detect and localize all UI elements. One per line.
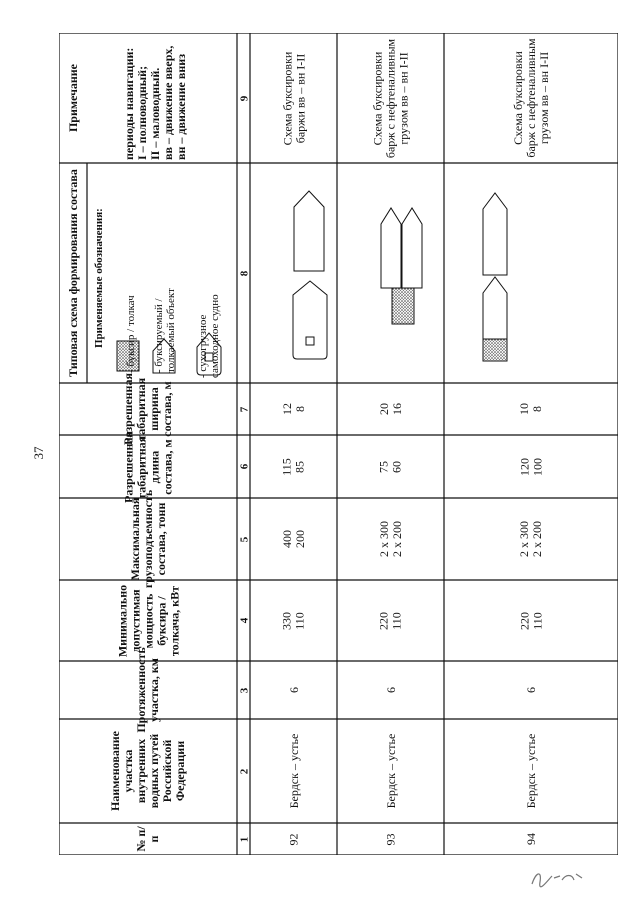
scheme-92-dry-ship-cabin [306, 337, 314, 345]
row-note-line: баржи вв – вн I-II [292, 53, 307, 143]
row-power [274, 584, 314, 657]
section-header: Наименование участка внутренних водных путей Российской Федерации [108, 731, 187, 811]
row-note-line: Схема буксировки [279, 51, 294, 145]
row-width-dim-value: 8 [292, 406, 307, 412]
column-number: 3 [237, 687, 250, 693]
row-capacity-value: 200 [292, 530, 307, 548]
legend-title: Применяемые обозначения: [93, 208, 105, 348]
scheme-94-barge-2 [483, 277, 507, 339]
note-explanation-line: I – полноводный; [134, 65, 149, 160]
row-note-line: грузом вв – вн I-II [536, 51, 551, 145]
legend-dry-text: - сухогрузное самоходное судно [197, 294, 221, 378]
capacity-header: Максимальная грузоподъемность состава, тонн [127, 489, 168, 589]
row-width-dim [371, 387, 411, 431]
column-number: 1 [237, 836, 250, 842]
note-explanation-line: вн – движение вниз [173, 53, 188, 160]
row-note [342, 36, 439, 160]
row-num: 93 [383, 833, 397, 845]
scheme-94-barge-1 [483, 193, 507, 275]
scheme-92-barge [294, 191, 324, 271]
column-number: 4 [237, 617, 250, 624]
row-capacity [511, 502, 551, 576]
row-capacity [371, 502, 411, 576]
scheme-93-barge-1 [381, 208, 401, 288]
note-explanation [80, 36, 230, 160]
row-capacity-value: 2 х 200 [389, 521, 404, 557]
length-header: Протяженность участка, км [134, 647, 161, 733]
row-length: 6 [286, 687, 300, 693]
row-note-line: Схема буксировки [370, 51, 384, 145]
column-number: 6 [237, 463, 250, 470]
row-width-dim-value: 16 [389, 403, 404, 415]
row-width-dim-value: 20 [376, 403, 391, 415]
length-dim-header: Разрешенная габаритная длина состава, м [121, 430, 174, 503]
column-number: 7 [237, 406, 250, 412]
note-explanation-line: периоды навигации: [121, 47, 136, 160]
row-capacity-value: 2 х 300 [376, 521, 391, 557]
row-len-dim-value: 120 [517, 457, 531, 476]
row-length: 6 [383, 687, 397, 693]
row-len-dim-value: 75 [376, 460, 391, 473]
column-number: 9 [237, 95, 250, 101]
column-number: 5 [237, 536, 250, 542]
note-explanation-line: вв – движение вверх, [160, 45, 175, 160]
row-width-dim [511, 387, 551, 431]
row-capacity-value: 400 [279, 530, 294, 548]
row-note [449, 36, 613, 160]
row-capacity [274, 502, 314, 576]
note-explanation-line: II – маловодный. [147, 67, 162, 160]
convoy-table [59, 33, 618, 855]
row-len-dim-value: 115 [279, 457, 294, 476]
row-capacity-value: 2 х 300 [517, 521, 531, 557]
row-num: 92 [286, 833, 300, 845]
row-len-dim-value: 85 [292, 460, 307, 473]
row-capacity-value: 2 х 200 [530, 521, 544, 557]
row-len-dim-value: 60 [389, 460, 404, 473]
row-width-dim [274, 387, 314, 431]
row-power-value: 220 [376, 611, 391, 630]
row-power-value: 110 [389, 611, 404, 630]
scheme-header: Типовая схема формирования состава [65, 169, 80, 377]
row-power-value: 330 [279, 611, 294, 630]
row-power [511, 584, 551, 657]
num-header: № п/п [134, 826, 161, 852]
row-note-line: грузом вв – вн I-II [396, 51, 410, 145]
row-section: Бердск – устье [286, 733, 300, 809]
note-header: Примечание [65, 63, 80, 133]
signature-mark [528, 862, 588, 890]
column-number: 8 [237, 270, 250, 276]
row-width-dim-value: 12 [279, 403, 294, 415]
row-len-dim [511, 439, 551, 494]
row-section: Бердск – устье [383, 733, 397, 809]
row-section: Бердск – устье [523, 733, 538, 809]
row-power-value: 110 [292, 611, 307, 630]
scheme-92-dry-ship [293, 281, 327, 359]
scheme-94-tug [483, 339, 507, 361]
row-power-value: 220 [517, 611, 531, 630]
row-len-dim-value: 100 [530, 457, 544, 476]
width-dim-header: Разрешенная габаритная ширина состава, м [121, 373, 174, 445]
scheme-93-barge-2 [402, 208, 422, 288]
row-note-line: барж с нефтеналивным [523, 38, 538, 158]
row-note-line: Схема буксировки [510, 51, 525, 145]
row-note [255, 36, 332, 160]
row-power [371, 584, 411, 657]
row-width-dim-value: 10 [517, 403, 531, 415]
power-header: Минимально допустимая мощность буксира / толкача, кВт [114, 584, 181, 657]
row-len-dim [371, 439, 411, 494]
row-len-dim [274, 439, 314, 494]
scheme-93-tug [392, 288, 414, 324]
page-number: 37 [31, 446, 46, 460]
row-num: 94 [523, 833, 538, 845]
row-power-value: 110 [530, 611, 544, 630]
legend-towed-text: - буксируемый / толкаемый объект [153, 288, 177, 373]
row-width-dim-value: 8 [530, 406, 544, 412]
legend-tug-text: - буксир / толкач [125, 295, 137, 373]
row-length: 6 [523, 687, 538, 693]
column-number: 2 [237, 768, 250, 774]
row-note-line: барж с нефтеналивным [383, 38, 397, 158]
